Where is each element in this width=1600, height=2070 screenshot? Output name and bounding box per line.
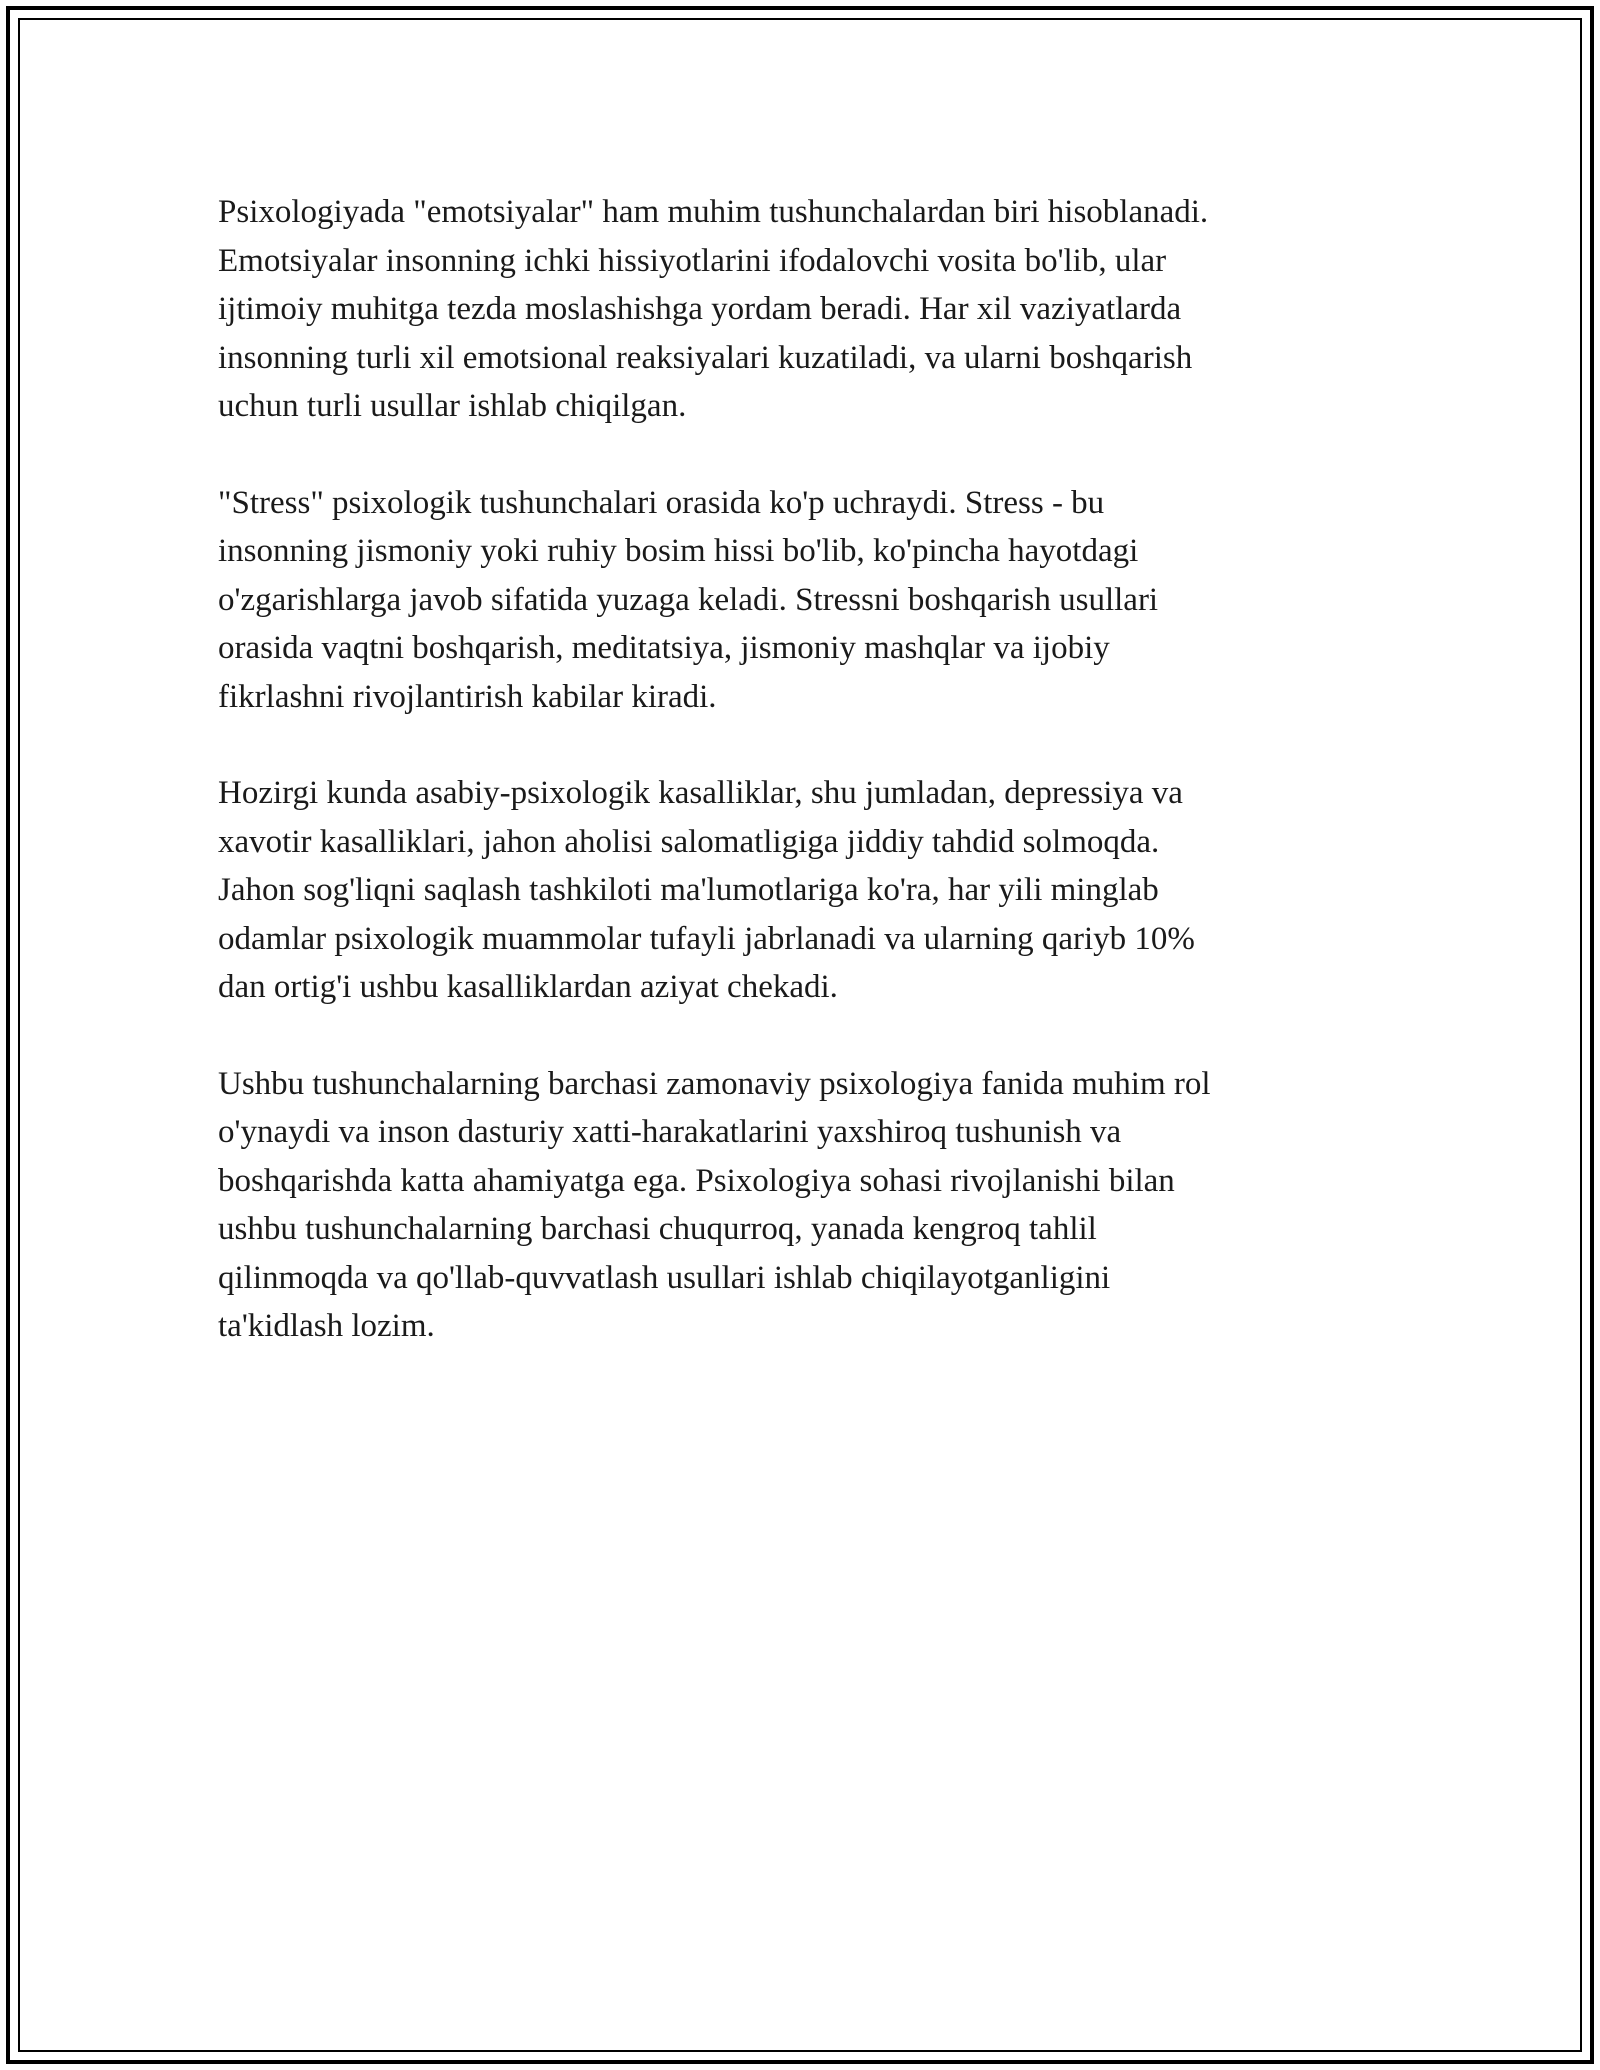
paragraph-stress: "Stress" psixologik tushunchalari orasida ko'p uchraydi. Stress - bu insonning jismoniy yoki ruhiy bosim hissi bo'lib, ko'pincha hayotdagi o'zgarishlarga javob sifatida yuzaga keladi. Stressni boshqarish usullari orasida vaqtni boshqarish, meditatsiya, jismoniy mashqlar va ijobiy fikrlashni rivojlantirish kabilar kiradi. (218, 484, 1159, 715)
paragraph-conclusion: Ushbu tushunchalarning barchasi zamonaviy psixologiya fanida muhim rol o'ynaydi va inson dasturiy xatti-harakatlarini yaxshiroq tushunish va boshqarishda katta ahamiyatga ega. Psixologiya sohasi rivojlanishi bilan ushbu tushunchalarning barchasi chuqurroq, yanada kengroq tahlil qilinmoqda va qo'llab-quvvatlash usullari ishlab chiqilayotganligini ta'kidlash lozim. (218, 1065, 1211, 1344)
paragraph-disorders: Hozirgi kunda asabiy-psixologik kasalliklar, shu jumladan, depressiya va xavotir kasalliklari, jahon aholisi salomatligiga jiddiy tahdid solmoqda. Jahon sog'liqni saqlash tashkiloti ma'lumotlariga ko'ra, har yili minglab odamlar psixologik muammolar tufayli jabrlanadi va ularning qariyb 10% dan ortig'i ushbu kasalliklardan aziyat chekadi. (218, 775, 1195, 1005)
document-body (218, 188, 1358, 1399)
paragraph-emotions: Psixologiyada "emotsiyalar" ham muhim tushunchalardan biri hisoblanadi. Emotsiyalar insonning ichki hissiyotlarini ifodalovchi vosita bo'lib, ular ijtimoiy muhitga tezda moslashishga yordam beradi. Har xil vaziyatlarda insonning turli xil emotsional reaksiyalari kuzatiladi, va ularni boshqarish uchun turli usullar ishlab chiqilgan. (218, 194, 1209, 424)
